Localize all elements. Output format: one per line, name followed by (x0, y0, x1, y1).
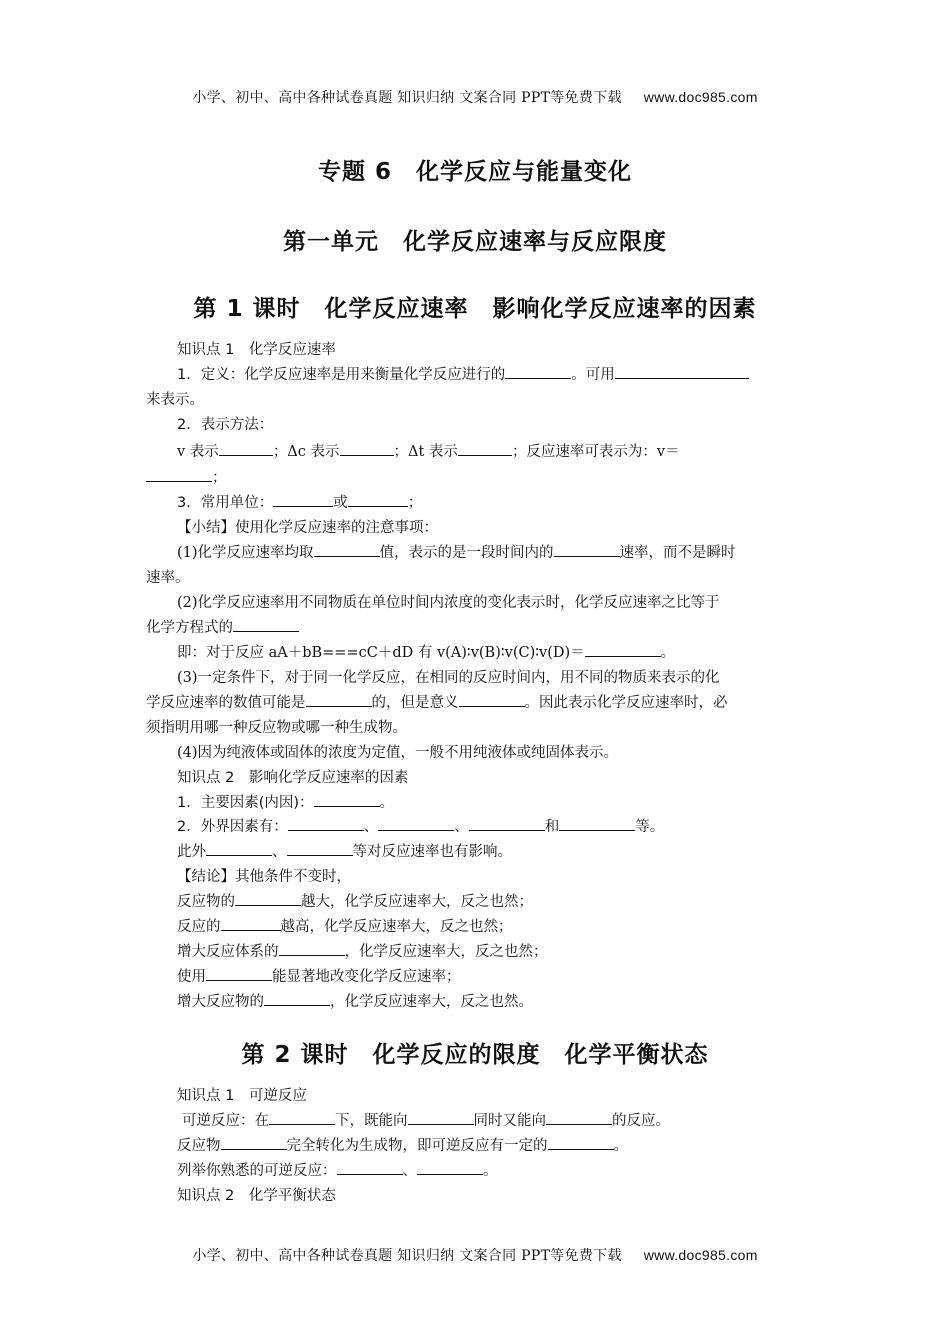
footer-site[interactable]: www.doc985.com (643, 1247, 758, 1263)
note-3: (3)一定条件下，对于同一化学反应，在相同的反应时间内，用不同的物质来表示的化 (177, 670, 720, 686)
reversible-limit-line: 反应物 完全转化为生成物，即可逆反应有一定的 。 (177, 1134, 628, 1155)
blank[interactable] (221, 1135, 287, 1150)
definition-cont: 来表示。 (146, 392, 204, 408)
lesson2-title: 第 2 课时 化学反应的限度 化学平衡状态 (241, 1042, 709, 1068)
blank[interactable] (459, 692, 525, 707)
rate-expression-line: v 表示 ；Δc 表示 ；Δt 表示 ；反应速率可表示为：v＝ (177, 440, 680, 461)
blank[interactable] (505, 364, 571, 379)
external-factor-line: 2．外界因素有： 、 、 和 等。 (177, 815, 664, 836)
blank[interactable] (233, 617, 299, 632)
knowledge-point-2: 知识点 2 影响化学反应速率的因素 (177, 770, 409, 786)
footer-text: 小学、初中、高中各种试卷真题 知识归纳 文案合同 PPT等免费下载 (192, 1248, 622, 1264)
blank[interactable] (146, 467, 212, 482)
rate-expression-cont: ； (146, 466, 227, 487)
method-heading: 2．表示方法： (177, 417, 274, 433)
reversible-definition: 可逆反应：在 下，既能向 同时又能向 的反应。 (182, 1109, 670, 1130)
blank[interactable] (314, 792, 380, 807)
blank[interactable] (340, 441, 394, 456)
blank[interactable] (206, 841, 272, 856)
blank[interactable] (458, 441, 512, 456)
summary-heading: 【小结】使用化学反应速率的注意事项： (177, 520, 438, 536)
knowledge-point-4: 知识点 2 化学平衡状态 (177, 1188, 336, 1204)
blank[interactable] (408, 1110, 474, 1125)
reversible-examples-line: 列举你熟悉的可逆反应： 、 。 (177, 1159, 498, 1180)
conclusion-5: 增大反应物的 ，化学反应速率大，反之也然。 (177, 990, 533, 1011)
note-2-cont: 化学方程式的 (146, 616, 299, 637)
knowledge-point-3: 知识点 1 可逆反应 (177, 1088, 307, 1104)
blank[interactable] (306, 692, 372, 707)
definition-line: 1．定义：化学反应速率是用来衡量化学反应进行的 。可用 (177, 363, 749, 384)
conclusion-2: 反应的 越高，化学反应速率大，反之也然； (177, 915, 513, 936)
note-3-cont: 学反应速率的数值可能是 的，但是意义 。因此表示化学反应速率时，必 (146, 691, 728, 712)
blank[interactable] (206, 966, 272, 981)
blank[interactable] (546, 1110, 612, 1125)
blank[interactable] (554, 542, 620, 557)
conclusion-heading: 【结论】其他条件不变时， (177, 869, 351, 885)
page-header (0, 87, 950, 107)
page-footer (0, 1245, 950, 1265)
topic-title: 专题 6 化学反应与能量变化 (317, 159, 632, 185)
header-text: 小学、初中、高中各种试卷真题 知识归纳 文案合同 PPT等免费下载 (192, 90, 622, 106)
note-3-end: 须指明用哪一种反应物或哪一种生成物。 (146, 720, 407, 736)
blank[interactable] (615, 364, 749, 379)
blank[interactable] (314, 542, 380, 557)
conclusion-1: 反应物的 越大，化学反应速率大，反之也然； (177, 890, 533, 911)
unit-title: 第一单元 化学反应速率与反应限度 (283, 229, 667, 255)
blank[interactable] (348, 492, 408, 507)
blank[interactable] (279, 941, 345, 956)
blank[interactable] (287, 841, 353, 856)
note-2: (2)化学反应速率用不同物质在单位时间内浓度的变化表示时，化学反应速率之比等于 (177, 595, 720, 611)
blank[interactable] (378, 816, 454, 831)
blank[interactable] (264, 991, 330, 1006)
blank[interactable] (417, 1160, 483, 1175)
rate-ratio-equation: 即：对于反应 aA＋bB===cC＋dD 有 v(A)∶v(B)∶v(C)∶v(D)＝ 。 (177, 641, 675, 662)
header-site[interactable]: www.doc985.com (643, 89, 758, 105)
blank[interactable] (219, 441, 273, 456)
note-4: (4)因为纯液体或固体的浓度为定值，一般不用纯液体或纯固体表示。 (177, 745, 619, 761)
note-1-cont: 速率。 (146, 570, 190, 586)
blank[interactable] (585, 642, 661, 657)
conclusion-3: 增大反应体系的 ，化学反应速率大，反之也然； (177, 940, 548, 961)
blank[interactable] (269, 1110, 335, 1125)
lesson1-title: 第 1 课时 化学反应速率 影响化学反应速率的因素 (193, 296, 757, 322)
additional-factors-line: 此外 、 等对反应速率也有影响。 (177, 840, 512, 861)
conclusion-4: 使用 能显著地改变化学反应速率； (177, 965, 461, 986)
blank[interactable] (273, 492, 333, 507)
knowledge-point-1: 知识点 1 化学反应速率 (177, 342, 336, 358)
blank[interactable] (235, 891, 301, 906)
blank[interactable] (559, 816, 635, 831)
blank[interactable] (337, 1160, 403, 1175)
blank[interactable] (221, 916, 281, 931)
note-1: (1)化学反应速率均取 值，表示的是一段时间内的 速率，而不是瞬时 (177, 541, 736, 562)
blank[interactable] (469, 816, 545, 831)
blank[interactable] (288, 816, 364, 831)
internal-factor-line: 1．主要因素(内因)： 。 (177, 791, 394, 812)
blank[interactable] (548, 1135, 614, 1150)
unit-line: 3．常用单位： 或 ； (177, 491, 422, 512)
